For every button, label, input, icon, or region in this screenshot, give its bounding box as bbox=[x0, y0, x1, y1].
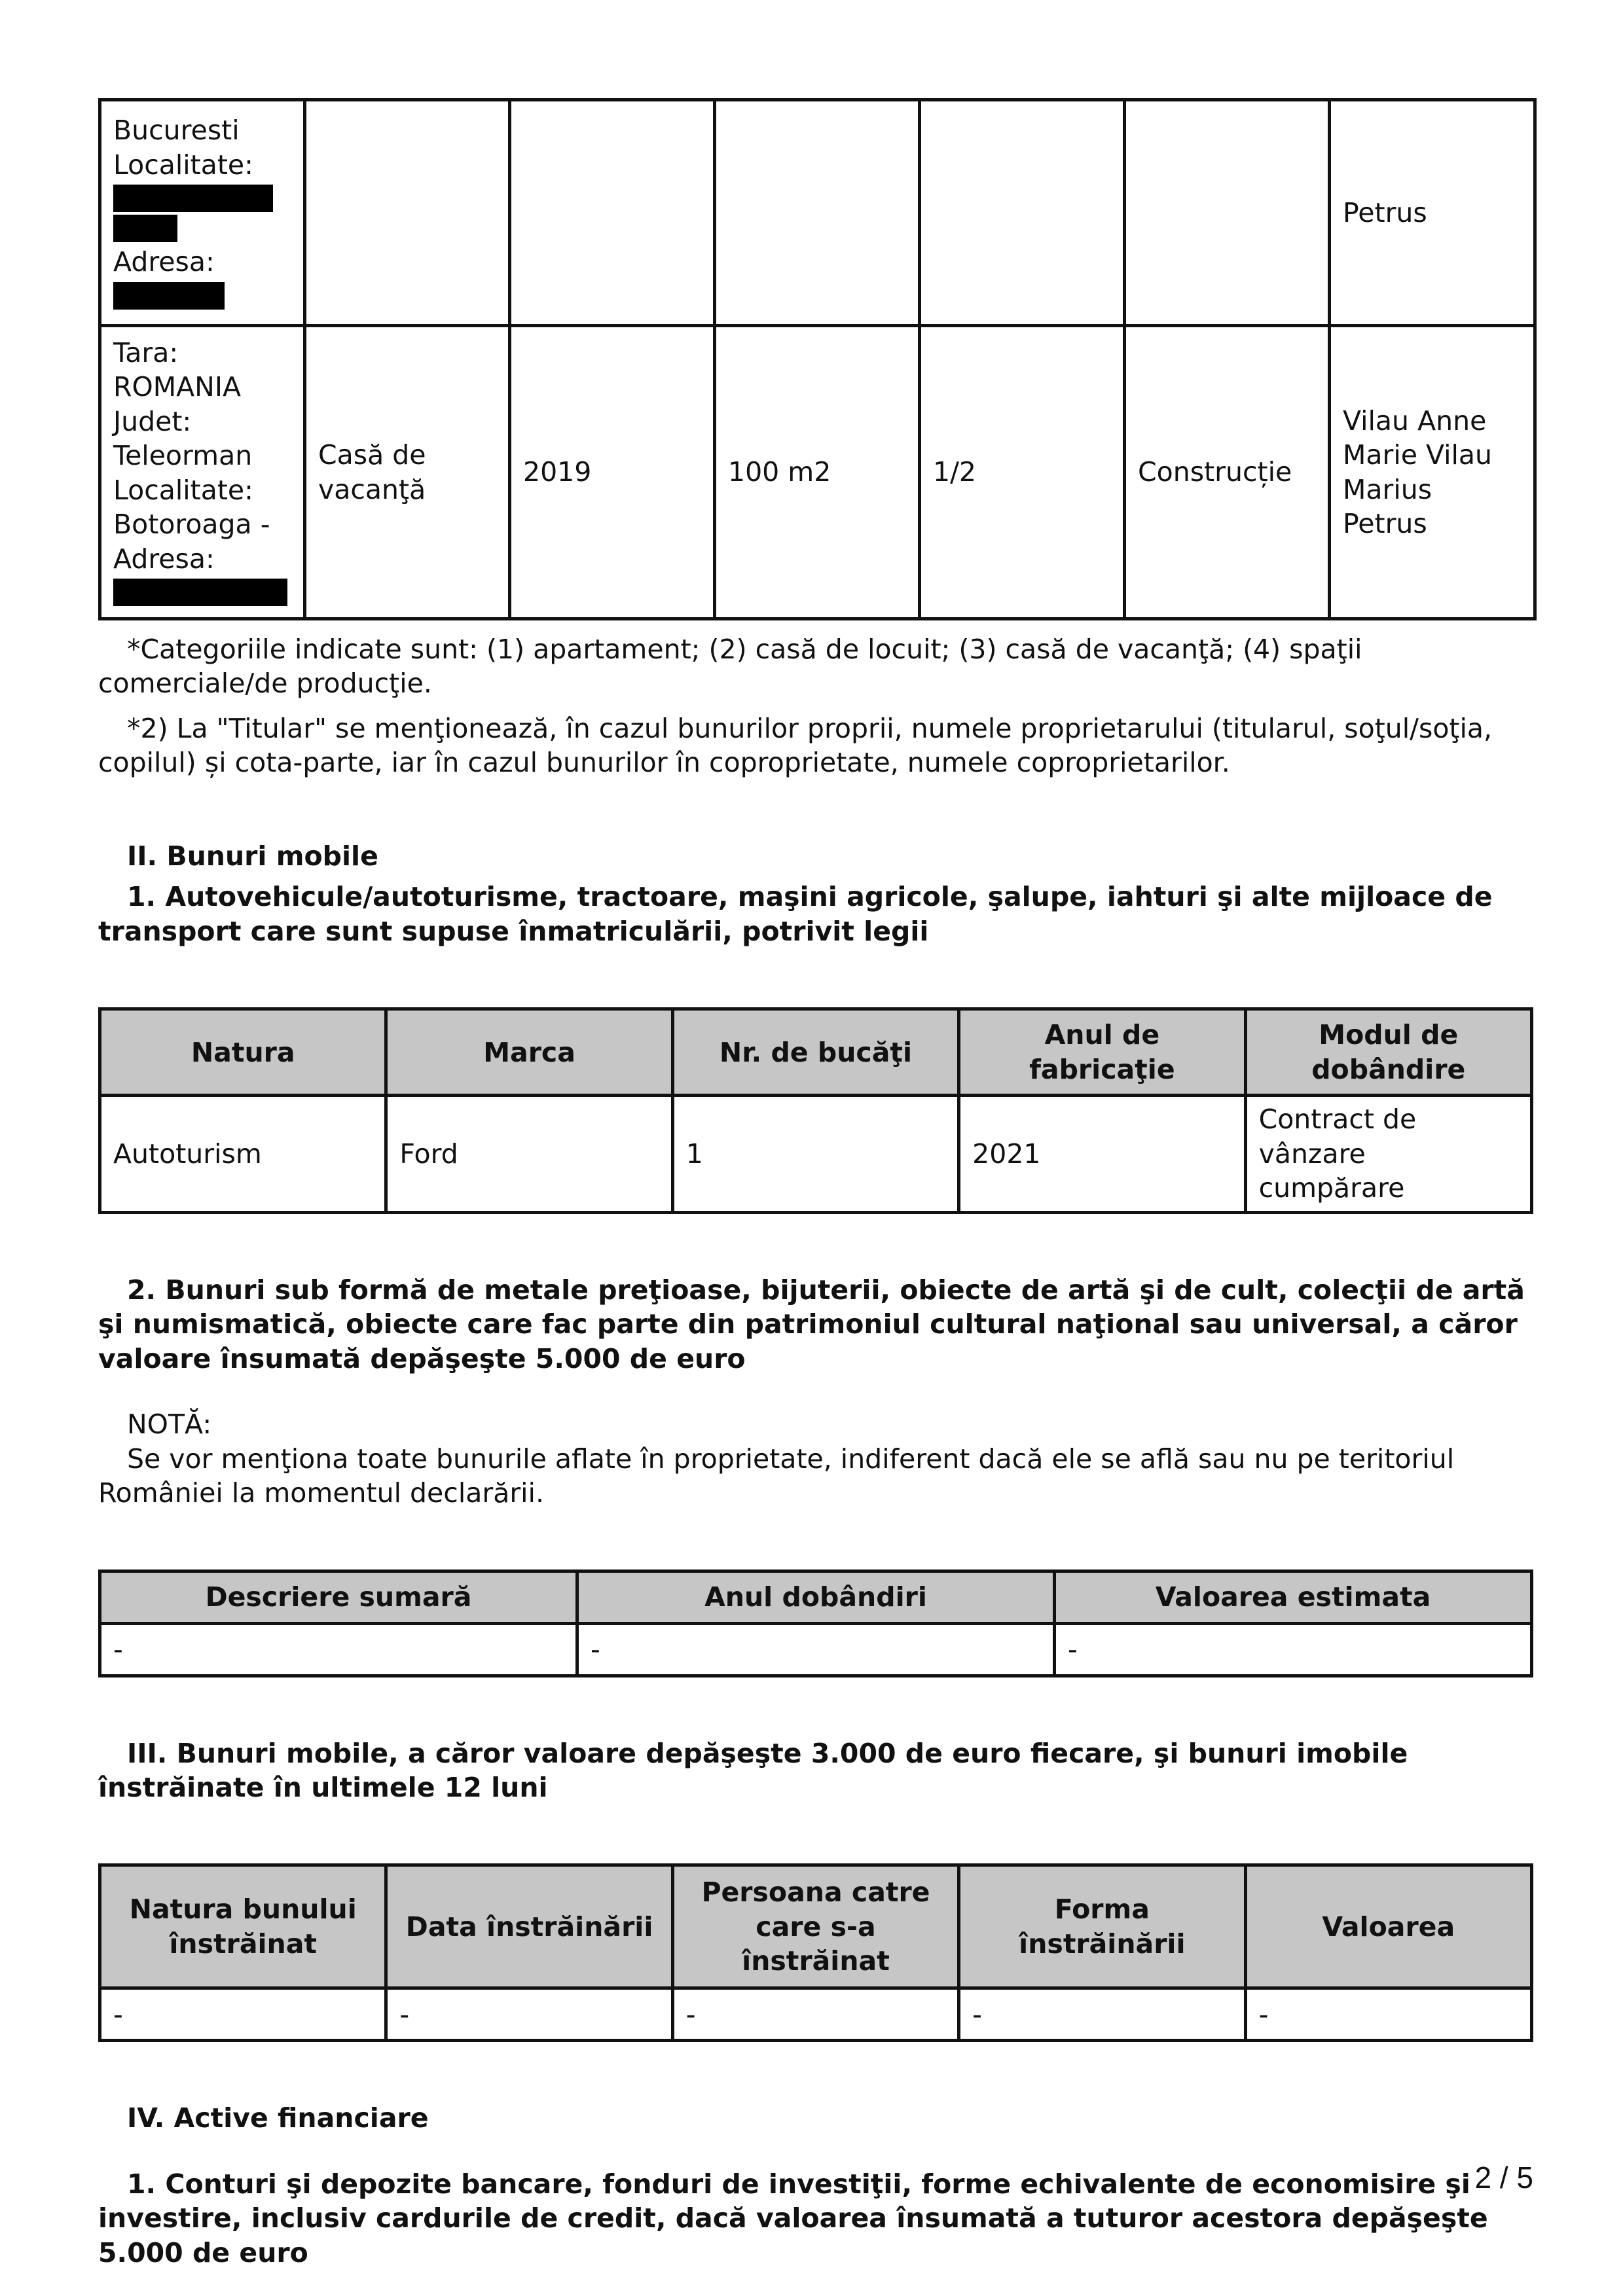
table-cell bbox=[1125, 100, 1330, 326]
column-header: Data înstrăinării bbox=[386, 1865, 672, 1988]
address-line: Tara: bbox=[113, 336, 179, 368]
redaction-bar bbox=[113, 282, 225, 310]
column-header: Anul de fabricaţie bbox=[959, 1009, 1245, 1096]
alienated-assets-table bbox=[98, 1863, 1533, 2042]
table-cell: Ford bbox=[386, 1096, 672, 1212]
column-header: Anul dobândiri bbox=[577, 1571, 1055, 1623]
table-row bbox=[100, 1623, 1532, 1676]
subsection-heading: 1. Conturi şi depozite bancare, fonduri de investiţii, forme echivalente de economisire şi investire, inclusiv cardurile de credit, dacă valoarea însumată a tuturor acestora depăşeşte 5.000 de euro bbox=[98, 2168, 1488, 2269]
owner-line: Vilau Anne bbox=[1343, 404, 1487, 437]
table-cell: Autoturism bbox=[100, 1096, 386, 1212]
column-header: Valoarea bbox=[1245, 1865, 1531, 1988]
table-cell bbox=[305, 100, 510, 326]
address-line: Localitate: bbox=[113, 149, 253, 181]
acquisition-cell: Construcție bbox=[1125, 326, 1330, 619]
nota-label: NOTĂ: bbox=[127, 1408, 212, 1441]
column-header: Natura bbox=[100, 1009, 386, 1096]
share-cell: 1/2 bbox=[920, 326, 1125, 619]
table-cell: - bbox=[100, 1623, 577, 1676]
address-line: ROMANIA bbox=[113, 371, 241, 403]
column-header: Natura bunului înstrăinat bbox=[100, 1865, 386, 1988]
page-number: 2 / 5 bbox=[1474, 2161, 1533, 2195]
table-cell: - bbox=[672, 1988, 958, 2041]
table-row bbox=[100, 100, 1535, 326]
column-header: Forma înstrăinării bbox=[959, 1865, 1245, 1988]
real-estate-table bbox=[98, 98, 1537, 620]
table-cell: Contract de vânzare cumpărare bbox=[1245, 1096, 1531, 1212]
address-cell bbox=[100, 326, 305, 619]
table-cell: - bbox=[577, 1623, 1055, 1676]
table-header-row bbox=[100, 1865, 1532, 1988]
year-cell: 2019 bbox=[510, 326, 715, 619]
owner-line: Petrus bbox=[1343, 507, 1427, 539]
table-row bbox=[100, 1988, 1532, 2041]
table-row bbox=[100, 326, 1535, 619]
redaction-bar bbox=[113, 579, 287, 606]
owner-cell: Petrus bbox=[1330, 100, 1535, 326]
titular-note: *2) La "Titular" se menţionează, în cazul bunurilor proprii, numele proprietarului (titularul, soţul/soţia, copilul) și cota-parte, iar în cazul bunurilor în coproprietate, numele coproprietarilor. bbox=[98, 712, 1493, 779]
owner-line: Marius bbox=[1343, 473, 1432, 505]
column-header: Valoarea estimata bbox=[1055, 1571, 1532, 1623]
vehicles-table bbox=[98, 1007, 1533, 1213]
table-header-row bbox=[100, 1009, 1532, 1096]
table-cell: 2021 bbox=[959, 1096, 1245, 1212]
area-cell: 100 m2 bbox=[715, 326, 920, 619]
redaction-bar bbox=[113, 215, 177, 242]
address-line: Adresa: bbox=[113, 543, 215, 575]
table-cell bbox=[510, 100, 715, 326]
column-header: Modul de dobândire bbox=[1245, 1009, 1531, 1096]
table-cell: - bbox=[959, 1988, 1245, 2041]
column-header: Marca bbox=[386, 1009, 672, 1096]
table-cell: - bbox=[1245, 1988, 1531, 2041]
table-cell: - bbox=[1055, 1623, 1532, 1676]
column-header: Descriere sumară bbox=[100, 1571, 577, 1623]
nota-text: Se vor menţiona toate bunurile aflate în proprietate, indiferent dacă ele se află sau nu pe teritoriul României la momentul declarării. bbox=[98, 1443, 1455, 1509]
address-cell bbox=[100, 100, 305, 326]
table-header-row bbox=[100, 1571, 1532, 1623]
owner-cell bbox=[1330, 326, 1535, 619]
section-heading: III. Bunuri mobile, a căror valoare depăşeşte 3.000 de euro fiecare, şi bunuri imobile înstrăinate în ultimele 12 luni bbox=[98, 1737, 1408, 1803]
owner-line: Marie Vilau bbox=[1343, 439, 1493, 471]
section-heading: IV. Active financiare bbox=[127, 2102, 429, 2134]
table-cell bbox=[715, 100, 920, 326]
redaction-bar bbox=[113, 185, 273, 212]
address-line: Teleorman bbox=[113, 440, 253, 472]
address-line: Botoroaga - bbox=[113, 509, 270, 541]
category-cell: Casă de vacanţă bbox=[305, 326, 510, 619]
table-cell: - bbox=[386, 1988, 672, 2041]
categories-note: *Categoriile indicate sunt: (1) apartament; (2) casă de locuit; (3) casă de vacanţă; (4) spaţii comerciale/de producţie. bbox=[98, 634, 1362, 700]
address-line: Bucuresti bbox=[113, 115, 240, 147]
section-heading: II. Bunuri mobile bbox=[127, 840, 378, 872]
table-cell bbox=[920, 100, 1125, 326]
table-cell: - bbox=[100, 1988, 386, 2041]
column-header: Nr. de bucăţi bbox=[672, 1009, 958, 1096]
address-line: Localitate: bbox=[113, 474, 253, 506]
valuables-table bbox=[98, 1570, 1533, 1677]
subsection-heading: 2. Bunuri sub formă de metale preţioase, bijuterii, obiecte de artă şi de cult, colecţii de artă şi numismatică, obiecte care fac parte din patrimoniul cultural naţional sau universal, a căror valoare însumată depăşeşte 5.000 de euro bbox=[98, 1274, 1525, 1374]
address-line: Judet: bbox=[113, 405, 192, 437]
document-page bbox=[98, 98, 1533, 2270]
subsection-heading: 1. Autovehicule/autoturisme, tractoare, maşini agricole, şalupe, iahturi şi alte mijloace de transport care sunt supuse înmatriculării, potrivit legii bbox=[98, 881, 1493, 947]
column-header: Persoana catre care s-a înstrăinat bbox=[672, 1865, 958, 1988]
address-line: Adresa: bbox=[113, 246, 215, 278]
table-row bbox=[100, 1096, 1532, 1212]
table-cell: 1 bbox=[672, 1096, 958, 1212]
